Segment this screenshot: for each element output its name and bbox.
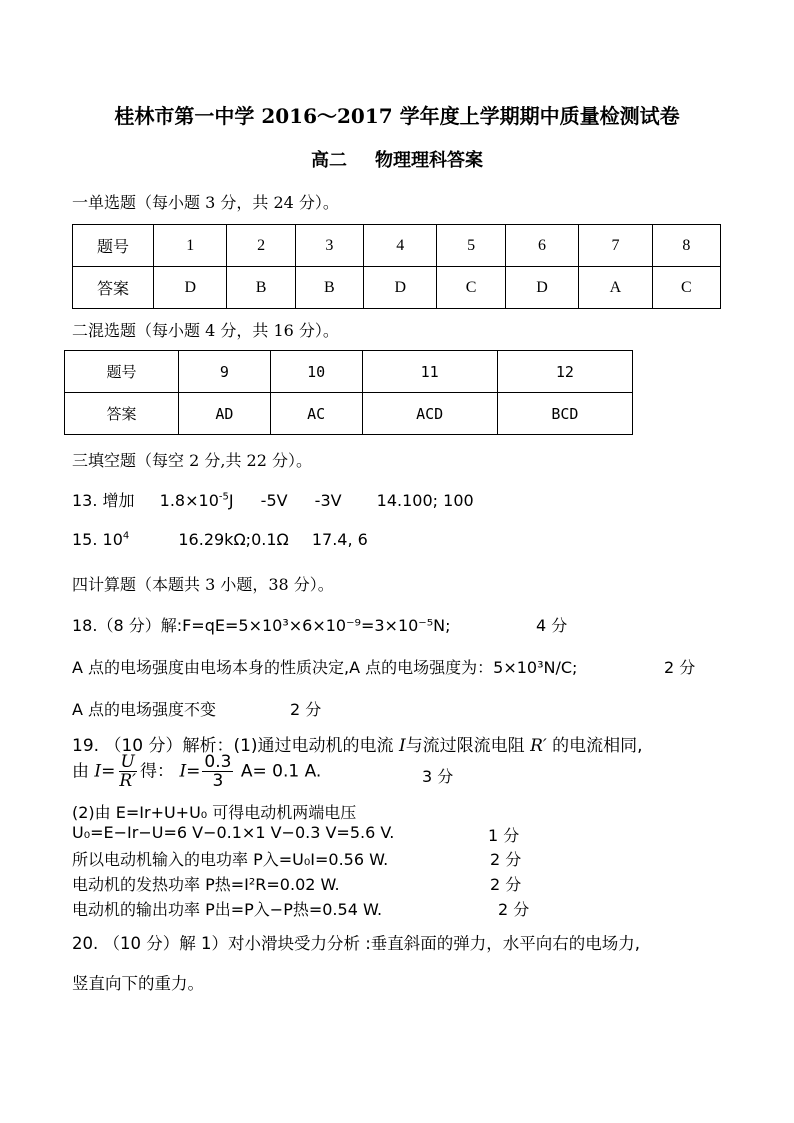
- table-cell: 1: [154, 225, 227, 267]
- table-cell: 8: [652, 225, 720, 267]
- table-header-cell: 题号: [65, 351, 179, 393]
- section3-heading: 三填空题（每空 2 分,共 22 分）。: [72, 451, 312, 470]
- table-cell: 4: [364, 225, 437, 267]
- q19-line-6: 电动机的发热功率 P热=I²R=0.02 W.: [72, 875, 340, 894]
- section2-heading: 二混选题（每小题 4 分，共 16 分）。: [72, 321, 339, 340]
- page-title: 桂林市第一中学 2016～2017 学年度上学期期中质量检测试卷: [114, 104, 680, 128]
- q18-line-3-score: 2 分: [290, 700, 322, 719]
- table-header-cell: 答案: [65, 393, 179, 435]
- q20-line-2: 竖直向下的重力。: [72, 974, 204, 993]
- q19-line-2: 由 I= $\frac{U}{R'}$ 得： I= $\frac{0.3}{3}$ A= 0.1 A.: [72, 752, 322, 791]
- q14-answer: 14.100; 100: [376, 491, 474, 510]
- table-cell: C: [437, 267, 505, 309]
- q17-answer: 17.4, 6: [311, 530, 368, 549]
- q18-line-1: 18.（8 分）解:F=qE=5×10³×6×10⁻⁹=3×10⁻⁵N;: [72, 616, 451, 635]
- subject-label: 物理理科答案: [375, 150, 483, 171]
- table-cell: D: [364, 267, 437, 309]
- table-row: [73, 225, 721, 267]
- table-cell: B: [295, 267, 363, 309]
- q19-line-3: (2)由 E=Ir+U+U₀ 可得电动机两端电压: [72, 803, 357, 822]
- q18-line-2-score: 2 分: [664, 658, 696, 677]
- answer-line-13: [72, 488, 474, 511]
- table-row: [73, 267, 721, 309]
- q19-line-7-score: 2 分: [498, 900, 530, 919]
- section1-heading: 一单选题（每小题 3 分，共 24 分）。: [72, 193, 339, 212]
- q19-line-5: 所以电动机输入的电功率 P入=U₀I=0.56 W.: [72, 850, 389, 869]
- table-cell: 5: [437, 225, 505, 267]
- q15-answer: $10^4$: [102, 530, 130, 549]
- answer-line-15: [72, 530, 368, 549]
- table-cell: AC: [270, 393, 362, 435]
- q18-line-1-score: 4 分: [536, 616, 568, 635]
- table-row: [65, 351, 633, 393]
- table-row: [65, 393, 633, 435]
- table-cell: 3: [295, 225, 363, 267]
- section1-answer-table: [72, 224, 721, 309]
- fraction-numeric: $\frac{0.3}{3}$: [204, 752, 232, 791]
- fraction-u-over-r: $\frac{U}{R'}$: [119, 752, 137, 791]
- q19-line-1: 19. （10 分）解析：(1)通过电动机的电流 I与流过限流电阻 R′ 的电流相同,: [72, 736, 643, 756]
- section4-heading: 四计算题（本题共 3 小题，38 分）。: [72, 575, 334, 594]
- q19-line-6-score: 2 分: [490, 875, 522, 894]
- q15-number: 15.: [72, 530, 98, 549]
- section2-answer-table: [64, 350, 633, 435]
- table-cell: B: [227, 267, 295, 309]
- table-cell: 6: [505, 225, 578, 267]
- q18-line-2: A 点的电场强度由电场本身的性质决定,A 点的电场强度为：5×10³N/C;: [72, 658, 578, 677]
- table-cell: 12: [497, 351, 632, 393]
- q20-line-1: 20. （10 分）解 1）对小滑块受力分析 :垂直斜面的弹力，水平向右的电场力,: [72, 934, 641, 953]
- table-cell: 7: [579, 225, 652, 267]
- q19-line-2-score: 3 分: [422, 767, 454, 786]
- table-header-cell: 答案: [73, 267, 154, 309]
- table-cell: A: [579, 267, 652, 309]
- table-cell: 2: [227, 225, 295, 267]
- table-cell: AD: [179, 393, 271, 435]
- table-cell: 11: [362, 351, 497, 393]
- q13-number: 13.: [72, 491, 98, 510]
- table-cell: 9: [179, 351, 271, 393]
- table-cell: 10: [270, 351, 362, 393]
- table-cell: BCD: [497, 393, 632, 435]
- table-cell: C: [652, 267, 720, 309]
- q19-line-7: 电动机的输出功率 P出=P入−P热=0.54 W.: [72, 900, 383, 919]
- table-cell: ACD: [362, 393, 497, 435]
- q13-answer-2: $1.8\times 10^{-5}J$: [159, 491, 234, 510]
- table-cell: D: [505, 267, 578, 309]
- q19-line-4-score: 1 分: [488, 826, 520, 845]
- grade-label: 高二: [311, 150, 347, 171]
- q13-answer-3: -5V: [260, 491, 288, 510]
- q18-line-3: A 点的电场强度不变: [72, 700, 217, 719]
- q13-answer-1: 增加: [102, 491, 135, 510]
- q19-line-4: U₀=E−Ir−U=6 V−0.1×1 V−0.3 V=5.6 V.: [72, 823, 395, 842]
- table-header-cell: 题号: [73, 225, 154, 267]
- table-cell: D: [154, 267, 227, 309]
- page-subtitle: [0, 146, 794, 172]
- q19-line-5-score: 2 分: [490, 850, 522, 869]
- q13-answer-4: -3V: [314, 491, 342, 510]
- q16-answer: 16.29kΩ;0.1Ω: [178, 530, 289, 549]
